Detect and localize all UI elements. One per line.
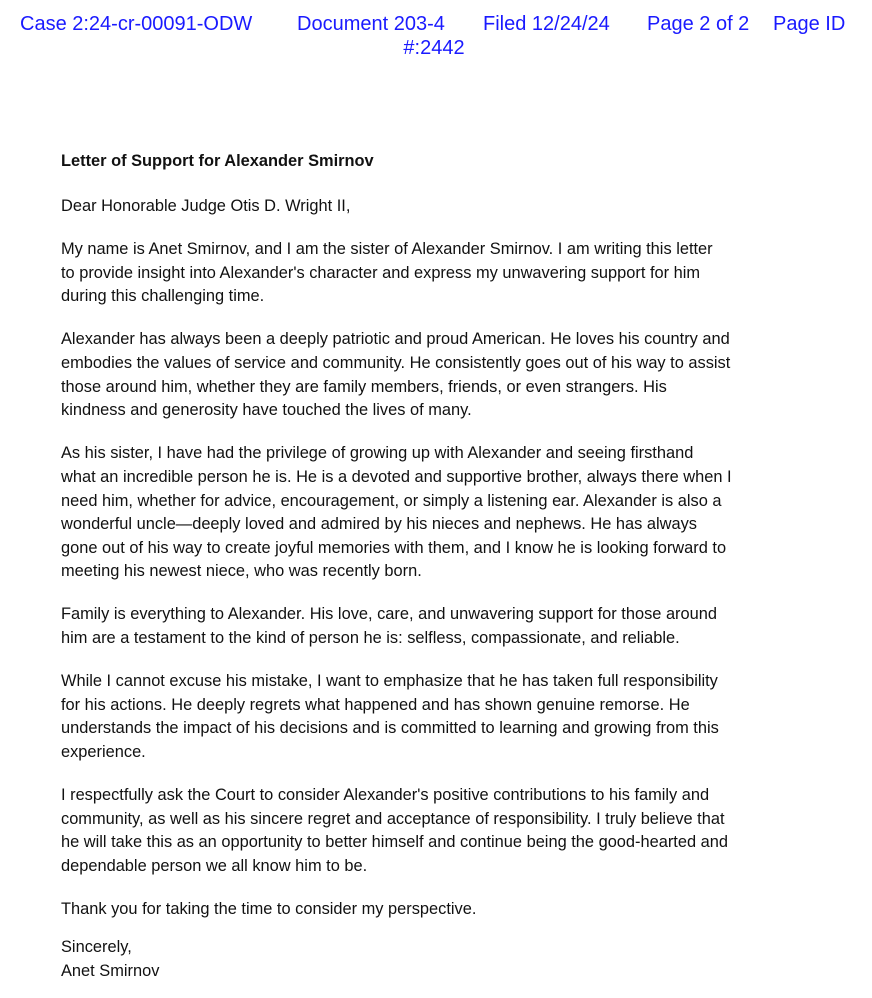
case-number: Case 2:24-cr-00091-ODW — [20, 13, 253, 35]
paragraph-line: what an incredible person he is. He is a devoted and supportive brother, always there when I — [61, 467, 732, 486]
page-id-number: #:2442 — [403, 37, 465, 59]
paragraph-line: dependable person we all know him to be. — [61, 856, 368, 875]
signoff: Sincerely, — [61, 938, 132, 957]
letter-body — [61, 150, 811, 984]
paragraph-line: those around him, whether they are family members, friends, or even strangers. His — [61, 377, 667, 396]
filed-date: Filed 12/24/24 — [483, 13, 610, 35]
letter-title: Letter of Support for Alexander Smirnov — [61, 152, 374, 170]
paragraph-line: during this challenging time. — [61, 287, 265, 306]
closing-sentence: Thank you for taking the time to consider my perspective. — [61, 899, 477, 918]
document-number: Document 203-4 — [297, 13, 445, 35]
paragraph-line: for his actions. He deeply regrets what happened and has shown genuine remorse. He — [61, 695, 690, 714]
paragraph-line: community, as well as his sincere regret and acceptance of responsibility. I truly believe that — [61, 809, 725, 828]
paragraph-line: Alexander has always been a deeply patriotic and proud American. He loves his country and — [61, 330, 730, 349]
paragraph-5 — [61, 670, 811, 764]
paragraph-line: kindness and generosity have touched the lives of many. — [61, 401, 472, 420]
paragraph-2 — [61, 328, 811, 422]
signature-name: Anet Smirnov — [61, 962, 160, 981]
paragraph-line: need him, whether for advice, encouragement, or simply a listening ear. Alexander is also a — [61, 491, 722, 510]
page-indicator: Page 2 of 2 — [647, 13, 750, 35]
paragraph-line: wonderful uncle—deeply loved and admired by his nieces and nephews. He has always — [61, 515, 697, 534]
page-id-label: Page ID — [773, 13, 846, 35]
paragraph-line: My name is Anet Smirnov, and I am the sister of Alexander Smirnov. I am writing this letter — [61, 240, 713, 259]
paragraph-line: gone out of his way to create joyful memories with them, and I know he is looking forward to — [61, 538, 727, 557]
paragraph-line: experience. — [61, 742, 146, 761]
paragraph-1 — [61, 238, 811, 309]
paragraph-line: As his sister, I have had the privilege of growing up with Alexander and seeing firsthand — [61, 444, 694, 463]
paragraph-line: him are a testament to the kind of person he is: selfless, compassionate, and reliable. — [61, 629, 680, 647]
filing-header-line — [0, 12, 872, 36]
paragraph-line: to provide insight into Alexander's character and express my unwavering support for him — [61, 263, 701, 282]
paragraph-line: meeting his newest niece, who was recently born. — [61, 562, 422, 581]
paragraph-line: Family is everything to Alexander. His love, care, and unwavering support for those around — [61, 605, 717, 624]
paragraph-line: he will take this as an opportunity to better himself and continue being the good-hearted and — [61, 833, 728, 852]
paragraph-line: embodies the values of service and community. He consistently goes out of his way to assist — [61, 354, 731, 373]
paragraph-line: I respectfully ask the Court to consider Alexander's positive contributions to his family and — [61, 785, 710, 804]
signature-block — [61, 936, 811, 983]
paragraph-6 — [61, 784, 811, 878]
paragraph-4 — [61, 603, 811, 650]
paragraph-line: While I cannot excuse his mistake, I want to emphasize that he has taken full responsibility — [61, 672, 718, 691]
paragraph-line: understands the impact of his decisions and is committed to learning and growing from this — [61, 719, 719, 738]
paragraph-3 — [61, 442, 811, 584]
letter-salutation: Dear Honorable Judge Otis D. Wright II, — [61, 196, 351, 215]
court-filing-header — [0, 12, 872, 60]
